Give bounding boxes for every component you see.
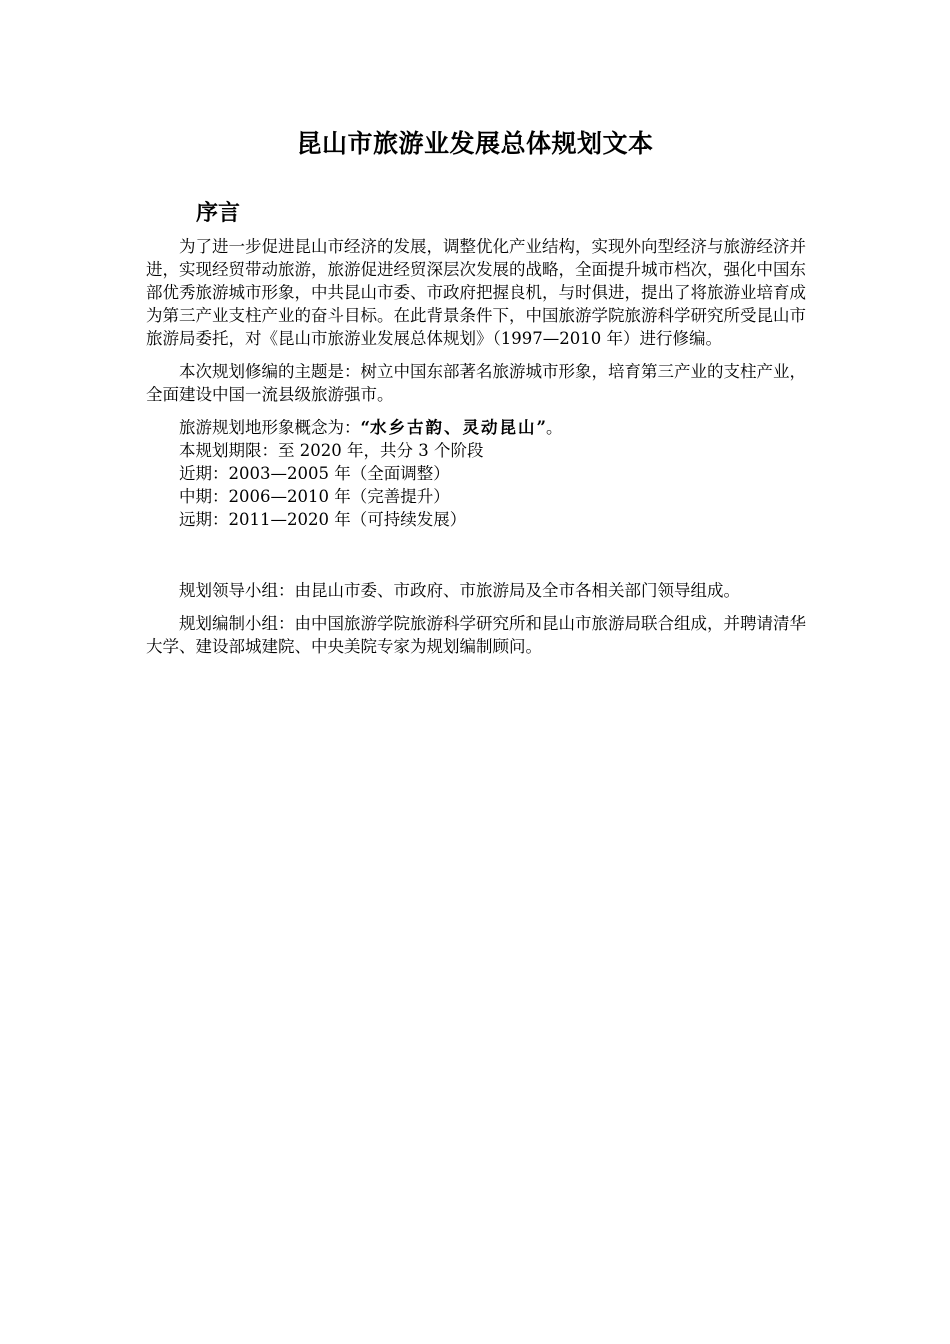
document-body (146, 235, 806, 658)
document-title: 昆山市旅游业发展总体规划文本 (296, 129, 654, 158)
paragraph-leadership-group: 规划领导小组：由昆山市委、市政府、市旅游局及全市各相关部门领导组成。 (179, 581, 740, 600)
period-mid-term: 中期：2006—2010 年（完善提升） (179, 487, 450, 506)
concept-suffix: 。 (546, 418, 563, 437)
period-long-term: 远期：2011—2020 年（可持续发展） (179, 510, 467, 529)
concept-close-quote: ” (536, 418, 546, 437)
paragraph-compilation-group: 规划编制小组：由中国旅游学院旅游科学研究所和昆山市旅游局联合组成，并聘请清华大学、建设部城建院、中央美院专家为规划编制顾问。 (146, 614, 806, 656)
period-near-term: 近期：2003—2005 年（全面调整） (179, 464, 450, 483)
planning-period-intro: 本规划期限：至 2020 年，共分 3 个阶段 (179, 441, 484, 460)
preface-heading: 序言 (196, 201, 241, 226)
paragraph-image-concept (146, 416, 806, 439)
concept-prefix: 旅游规划地形象概念为： (179, 418, 361, 437)
paragraph-theme: 本次规划修编的主题是：树立中国东部著名旅游城市形象，培育第三产业的支柱产业，全面建设中国一流县级旅游强市。 (146, 362, 806, 404)
concept-open-quote: “ (360, 418, 370, 437)
paragraph-background: 为了进一步促进昆山市经济的发展，调整优化产业结构，实现外向型经济与旅游经济并进，实现经贸带动旅游，旅游促进经贸深层次发展的战略，全面提升城市档次，强化中国东部优秀旅游城市形象，中共昆山市委、市政府把握良机，与时俱进，提出了将旅游业培育成为第三产业支柱产业的奋斗目标。在此背景条件下，中国旅游学院旅游科学研究所受昆山市旅游局委托，对《昆山市旅游业发展总体规划》（1997—2010 年）进行修编。 (146, 237, 806, 348)
concept-motto: 水乡古韵、灵动昆山 (370, 418, 537, 437)
